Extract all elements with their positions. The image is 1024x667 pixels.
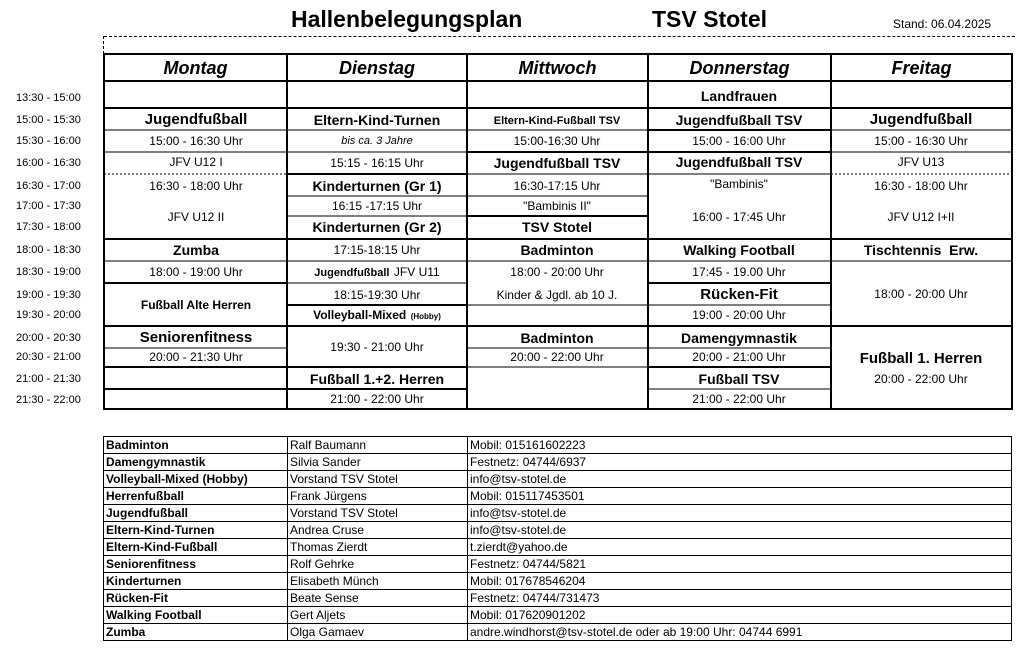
contact-person: Gert Aljets (288, 607, 468, 624)
montag-jugend-title: Jugendfußball (144, 111, 248, 128)
dienstag-volley-time: 19:30 - 21:00 Uhr (330, 340, 424, 354)
contact-row (104, 488, 1012, 505)
contact-sport: Kinderturnen (104, 573, 288, 590)
freitag-tt-title: Tischtennis Erw. (863, 242, 979, 258)
time-label: 16:00 - 16:30 (16, 157, 81, 169)
freitag-jfv2-time: 16:30 - 18:00 Uhr (874, 179, 968, 193)
contact-person: Andrea Cruse (288, 522, 468, 539)
time-label: 16:30 - 17:00 (16, 180, 81, 192)
freitag-jugend-title: Jugendfußball (869, 111, 973, 128)
donnerstag-fussball-title: Fußball TSV (698, 371, 780, 387)
contact-person: Elisabeth Münch (288, 573, 468, 590)
donnerstag-jugend2-title: Jugendfußball TSV (675, 154, 803, 170)
contact-info: Festnetz: 04744/6937 (468, 454, 1012, 471)
contact-person: Rolf Gehrke (288, 556, 468, 573)
contact-info: info@tsv-stotel.de (468, 471, 1012, 488)
montag-zumba-title: Zumba (173, 242, 219, 258)
freitag-jugend-time: 15:00 - 16:30 Uhr (874, 134, 968, 148)
contact-sport: Eltern-Kind-Fußball (104, 539, 288, 556)
dienstag-kt2-time: 17:15-18:15 Uhr (333, 243, 421, 257)
montag-senioren-time: 20:00 - 21:30 Uhr (149, 350, 243, 364)
freitag-herren-title: Fußball 1. Herren (859, 350, 983, 367)
contact-sport: Badminton (104, 437, 288, 454)
day-header-mittwoch: Mittwoch (518, 57, 597, 78)
contact-info: Mobil: 015161602223 (468, 437, 1012, 454)
contact-table (103, 436, 1012, 641)
montag-jugend-time: 15:00 - 16:30 Uhr (149, 134, 243, 148)
contact-person: Vorstand TSV Stotel (288, 471, 468, 488)
dienstag-ekt-title: Eltern-Kind-Turnen (313, 112, 441, 128)
contact-sport: Damengymnastik (104, 454, 288, 471)
contact-info: andre.windhorst@tsv-stotel.de oder ab 19:00 Uhr: 04744 6991 (468, 624, 1012, 641)
contact-sport: Rücken-Fit (104, 590, 288, 607)
dienstag-fussball-time: 21:00 - 22:00 Uhr (330, 392, 424, 406)
freitag-jugend-team: JFV U13 (897, 155, 945, 169)
montag-jfv2-time: 16:30 - 18:00 Uhr (149, 179, 243, 193)
contact-person: Olga Gamaev (288, 624, 468, 641)
time-label: 19:30 - 20:00 (16, 309, 81, 321)
contact-row (104, 522, 1012, 539)
day-header-donnerstag: Donnerstag (689, 57, 790, 78)
donnerstag-jugend1-title: Jugendfußball TSV (675, 112, 803, 128)
contact-row (104, 590, 1012, 607)
dienstag-jugend-line (314, 263, 439, 282)
mittwoch-badminton2-time: 20:00 - 22:00 Uhr (510, 350, 604, 364)
time-label: 19:00 - 19:30 (16, 289, 81, 301)
donnerstag-walking-title: Walking Football (683, 242, 795, 258)
contact-row (104, 539, 1012, 556)
donnerstag-landfrauen-title: Landfrauen (700, 88, 778, 104)
donnerstag-jugend2-team: "Bambinis" (710, 177, 768, 191)
stand-date: Stand: 06.04.2025 (893, 17, 992, 31)
contact-person: Silvia Sander (288, 454, 468, 471)
montag-senioren-title: Seniorenfitness (139, 329, 253, 346)
contact-person: Thomas Zierdt (288, 539, 468, 556)
freitag-herren-time: 20:00 - 22:00 Uhr (874, 372, 968, 386)
time-label: 18:00 - 18:30 (16, 244, 81, 256)
mittwoch-ekf-title: Eltern-Kind-Fußball TSV (493, 115, 621, 127)
time-label: 17:00 - 17:30 (16, 200, 81, 212)
time-label: 18:30 - 19:00 (16, 266, 81, 278)
contact-sport: Walking Football (104, 607, 288, 624)
donnerstag-walking-time: 17:45 - 19.00 Uhr (692, 265, 786, 279)
mittwoch-ekf-time: 15:00-16:30 Uhr (513, 134, 601, 148)
contact-person: Frank Jürgens (288, 488, 468, 505)
time-label: 21:30 - 22:00 (16, 394, 81, 406)
dienstag-volley-line (313, 306, 441, 326)
montag-zumba-time: 18:00 - 19:00 Uhr (149, 265, 243, 279)
contact-sport: Volleyball-Mixed (Hobby) (104, 471, 288, 488)
dienstag-kt1-title: Kinderturnen (Gr 1) (312, 178, 442, 194)
page-title: Hallenbelegungsplan (291, 6, 523, 32)
donnerstag-damen-title: Damengymnastik (681, 330, 797, 346)
day-header-freitag: Freitag (891, 57, 952, 78)
dienstag-volley-note: (Hobby) (410, 312, 441, 321)
contact-info: info@tsv-stotel.de (468, 522, 1012, 539)
contact-sport: Eltern-Kind-Turnen (104, 522, 288, 539)
time-label: 20:00 - 20:30 (16, 332, 81, 344)
dienstag-jugend-team: JFV U11 (393, 265, 440, 279)
donnerstag-fussball-time: 21:00 - 22:00 Uhr (692, 392, 786, 406)
donnerstag-jugend1-time: 15:00 - 16:00 Uhr (692, 134, 786, 148)
mittwoch-badminton1-note: Kinder & Jgdl. ab 10 J. (496, 288, 618, 302)
contact-person: Ralf Baumann (288, 437, 468, 454)
mittwoch-tsv-title: TSV Stotel (521, 219, 593, 235)
montag-jugend-team: JFV U12 I (169, 155, 223, 169)
mittwoch-badminton1-time: 18:00 - 20:00 Uhr (510, 265, 604, 279)
contact-person: Vorstand TSV Stotel (288, 505, 468, 522)
time-label: 15:30 - 16:00 (16, 135, 81, 147)
mittwoch-badminton1-title: Badminton (520, 242, 594, 258)
dienstag-kt1-time: 16:15 -17:15 Uhr (331, 199, 423, 213)
contact-row (104, 471, 1012, 488)
day-header-montag: Montag (163, 57, 228, 78)
dienstag-ekt-time: 15:15 - 16:15 Uhr (330, 156, 424, 170)
contact-info: Mobil: 015117453501 (468, 488, 1012, 505)
contact-row (104, 573, 1012, 590)
dienstag-jugend-time: 18:15-19:30 Uhr (333, 288, 421, 302)
contact-sport: Seniorenfitness (104, 556, 288, 573)
contact-row (104, 505, 1012, 522)
contact-row (104, 624, 1012, 641)
freitag-jfv2-team: JFV U12 I+II (887, 210, 955, 224)
contact-row (104, 454, 1012, 471)
time-label: 21:00 - 21:30 (16, 373, 81, 385)
dienstag-kt2-title: Kinderturnen (Gr 2) (312, 219, 442, 235)
contact-person: Beate Sense (288, 590, 468, 607)
dienstag-ekt-note: bis ca. 3 Jahre (341, 135, 413, 147)
time-label: 15:00 - 15:30 (16, 114, 81, 126)
contact-info: Mobil: 017678546204 (468, 573, 1012, 590)
day-header-dienstag: Dienstag (338, 57, 416, 78)
donnerstag-jugend2-time: 16:00 - 17:45 Uhr (692, 210, 786, 224)
contact-sport: Herrenfußball (104, 488, 288, 505)
freitag-tt-time: 18:00 - 20:00 Uhr (874, 287, 968, 301)
mittwoch-jugend-time: 16:30-17:15 Uhr (513, 179, 601, 193)
contact-info: info@tsv-stotel.de (468, 505, 1012, 522)
contact-info: t.zierdt@yahoo.de (468, 539, 1012, 556)
contact-info: Mobil: 017620901202 (468, 607, 1012, 624)
contact-info: Festnetz: 04744/731473 (468, 590, 1012, 607)
mittwoch-badminton2-title: Badminton (520, 330, 594, 346)
contact-row (104, 437, 1012, 454)
montag-jfv2-team: JFV U12 II (167, 210, 225, 224)
contact-row (104, 607, 1012, 624)
time-label: 17:30 - 18:00 (16, 221, 81, 233)
time-label: 20:30 - 21:00 (16, 351, 81, 363)
mittwoch-jugend-team: "Bambinis II" (523, 199, 591, 213)
montag-alte-herren-title: Fußball Alte Herren (140, 298, 252, 312)
donnerstag-damen-time: 20:00 - 21:00 Uhr (692, 350, 786, 364)
contact-info: Festnetz: 04744/5821 (468, 556, 1012, 573)
club-name: TSV Stotel (652, 6, 768, 32)
donnerstag-ruecken-title: Rücken-Fit (700, 286, 778, 303)
dienstag-fussball-title: Fußball 1.+2. Herren (309, 371, 445, 387)
contact-sport: Jugendfußball (104, 505, 288, 522)
dienstag-volley-title: Volleyball-Mixed (313, 308, 407, 322)
donnerstag-ruecken-time: 19:00 - 20:00 Uhr (692, 308, 786, 322)
time-label: 13:30 - 15:00 (16, 92, 81, 104)
dienstag-jugend-title: Jugendfußball (314, 267, 390, 279)
contact-sport: Zumba (104, 624, 288, 641)
contact-row (104, 556, 1012, 573)
mittwoch-jugend-title: Jugendfußball TSV (493, 155, 621, 171)
